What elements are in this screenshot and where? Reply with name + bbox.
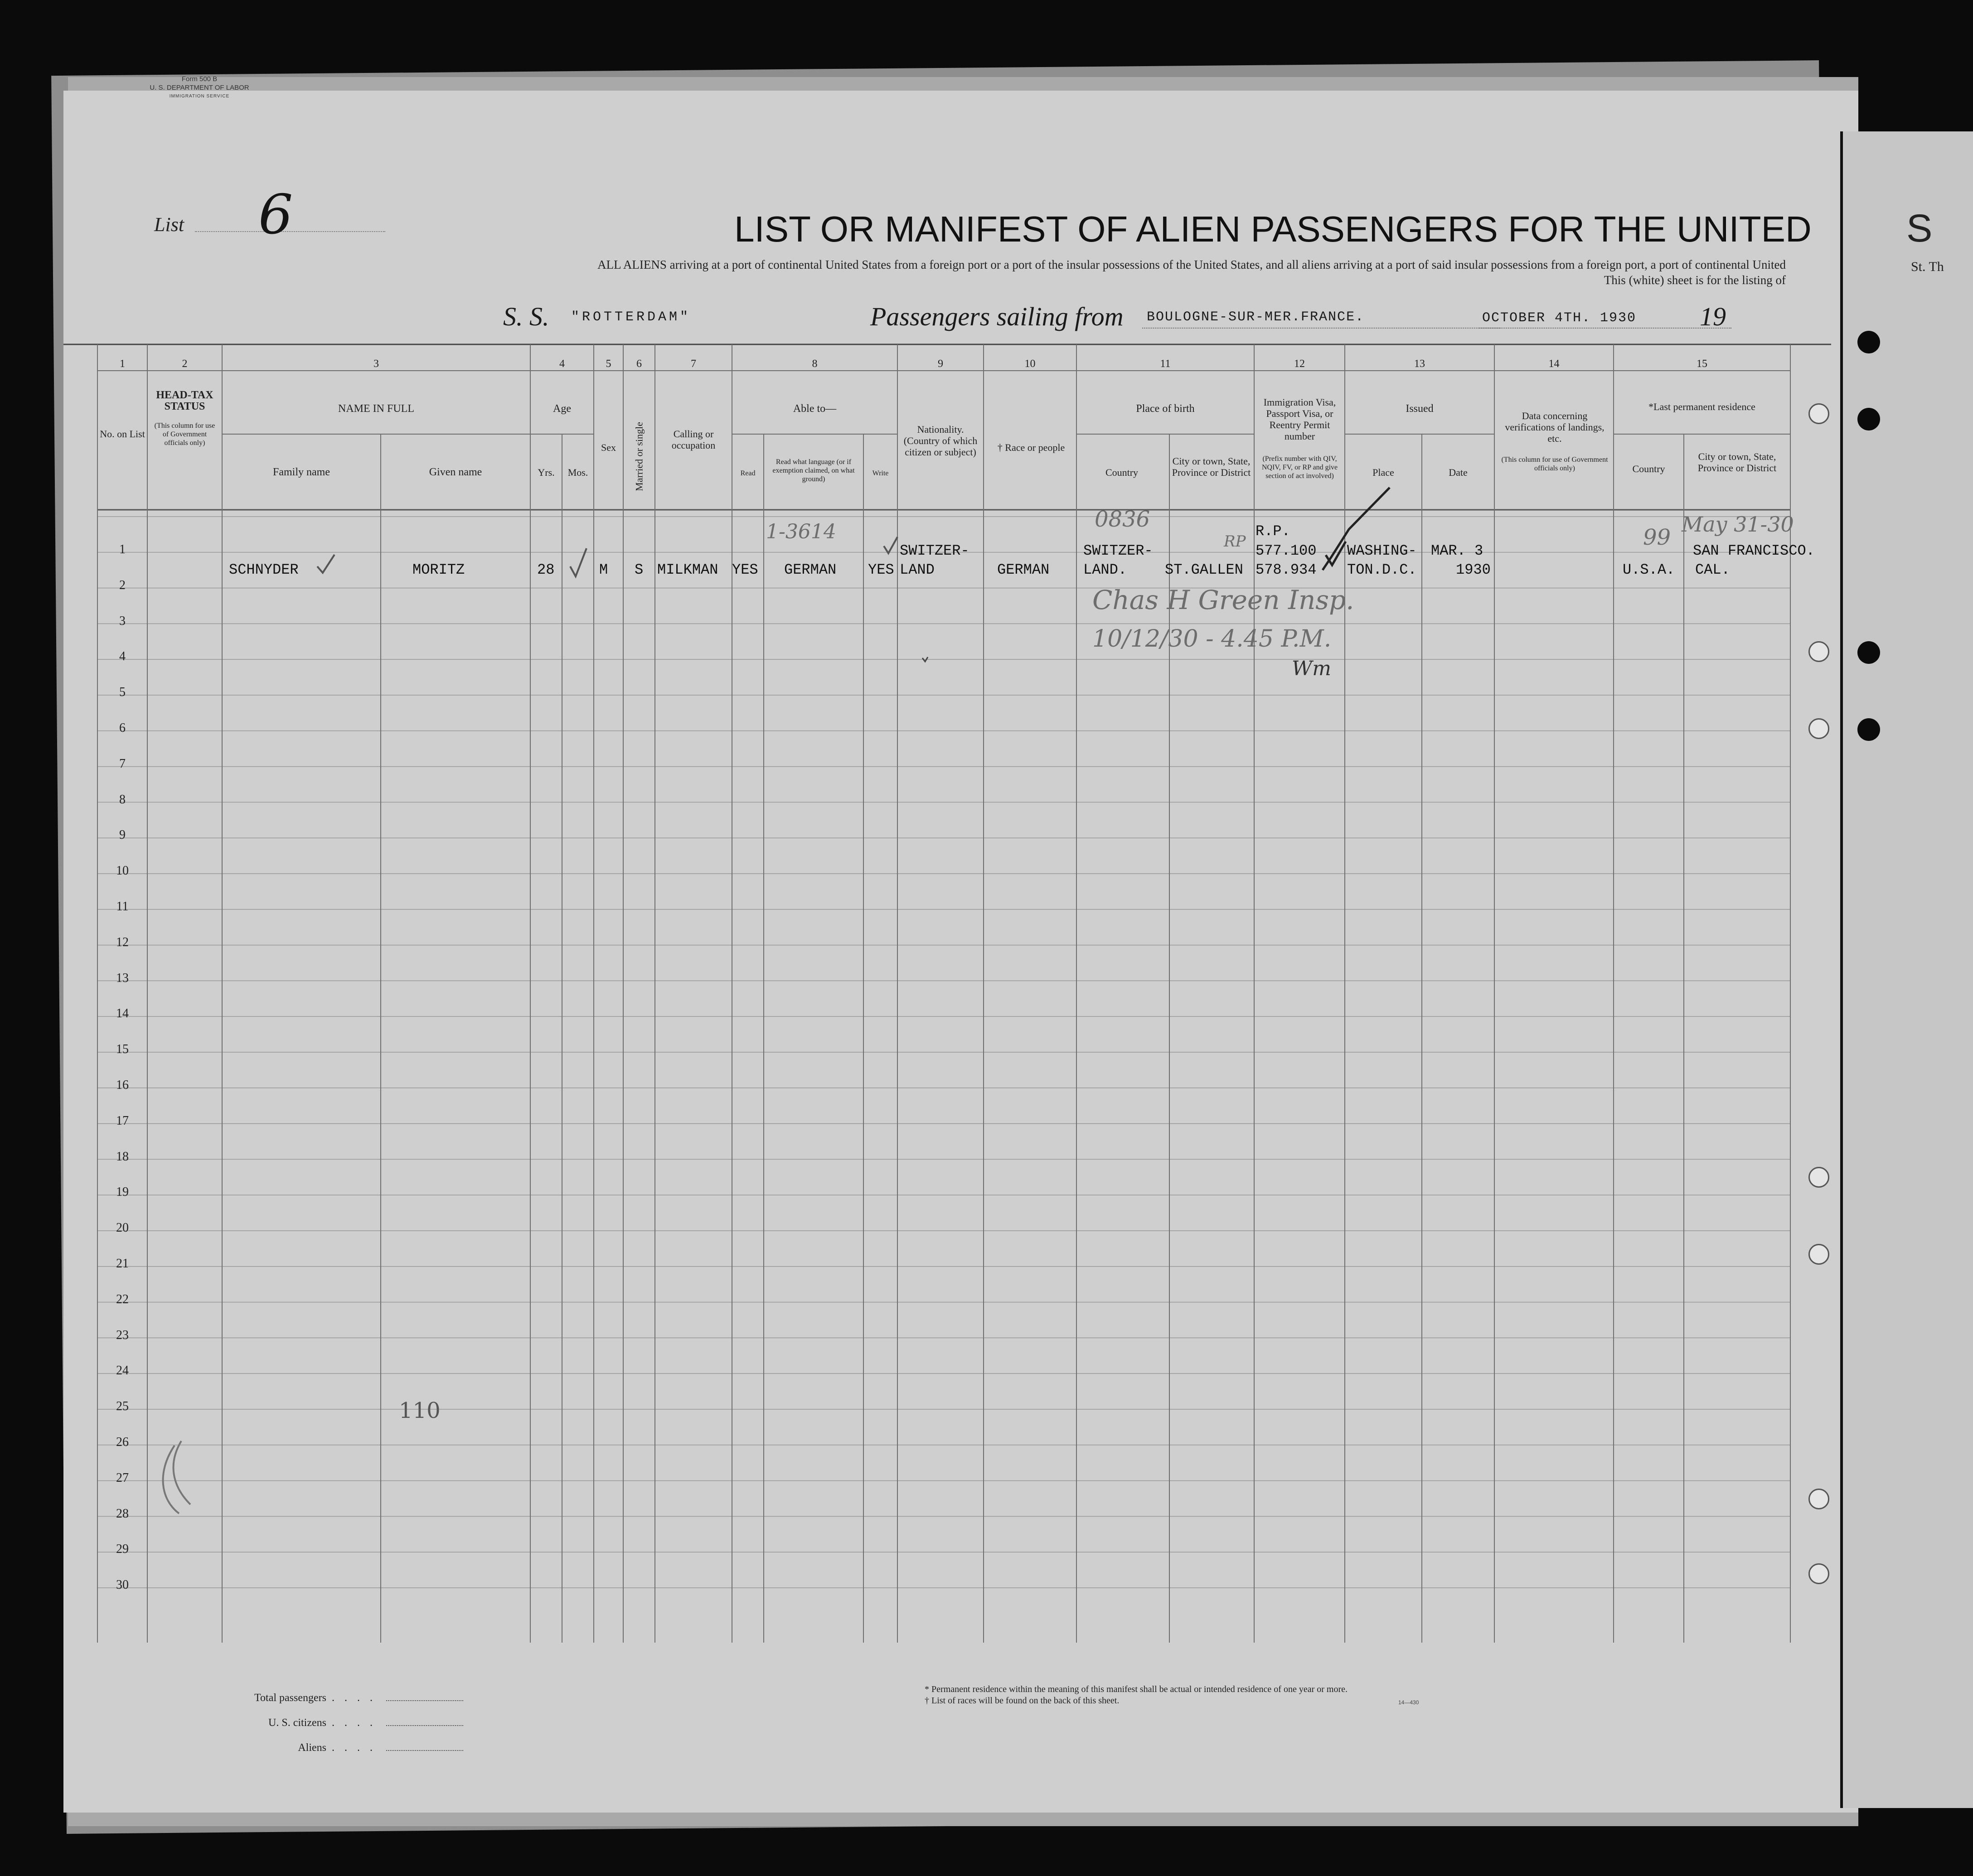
tick-icon xyxy=(922,657,928,662)
header-birth-city: City or town, State, Province or District xyxy=(1172,455,1251,478)
row-number: 19 xyxy=(116,1185,129,1199)
aliens-dots: . . . . xyxy=(332,1742,376,1754)
row-number: 16 xyxy=(116,1078,129,1092)
cell-res-city-1: SAN FRANCISCO. xyxy=(1693,542,1815,559)
row-number: 23 xyxy=(116,1328,129,1342)
next-sheet-peek: S xyxy=(1906,207,1933,250)
col-num-3: 3 xyxy=(373,358,379,370)
row-number: 28 xyxy=(116,1506,129,1521)
header-married: Married or single xyxy=(633,422,645,491)
aliens-label: Aliens xyxy=(298,1742,326,1754)
row-number: 26 xyxy=(116,1435,129,1449)
header-head-tax: HEAD-TAX STATUS xyxy=(156,389,213,412)
row-number: 7 xyxy=(119,756,126,771)
row-number: 6 xyxy=(119,721,126,735)
cell-sex: M xyxy=(599,561,608,578)
cell-issued-date-2: 1930 xyxy=(1456,561,1491,578)
footnote-races: † List of races will be found on the back of this sheet. xyxy=(925,1696,1120,1706)
header-family-name: Family name xyxy=(273,466,330,478)
col-num-15: 15 xyxy=(1697,358,1707,370)
row-number: 18 xyxy=(116,1149,129,1164)
page-title: LIST OR MANIFEST OF ALIEN PASSENGERS FOR THE UNITED xyxy=(734,209,1812,249)
departure-date: OCTOBER 4TH. 1930 xyxy=(1482,310,1637,326)
subtitle-line-1: ALL ALIENS arriving at a port of continental United States from a foreign port or a port of the insular possessions of the United States, and all aliens arriving at a port of said insular possessions from a foreign port, a port of continental United xyxy=(597,258,1786,271)
col-num-6: 6 xyxy=(636,358,642,370)
col-num-8: 8 xyxy=(812,358,818,370)
year-label: 19 xyxy=(1700,302,1726,331)
form-number: Form 500 B xyxy=(181,75,218,83)
header-res-city: City or town, State, Province or District xyxy=(1697,451,1777,474)
col-num-10: 10 xyxy=(1024,358,1036,370)
cell-given-name: MORITZ xyxy=(412,561,465,578)
cell-res-city-2: CAL. xyxy=(1695,561,1730,578)
row-number: 11 xyxy=(116,899,129,914)
handwritten-read-note: 1-3614 xyxy=(766,520,836,543)
list-number: 6 xyxy=(258,184,293,247)
cell-visa-3: 578.934 xyxy=(1256,561,1317,578)
cell-read: YES xyxy=(732,561,758,578)
row-number: 10 xyxy=(116,864,129,878)
header-race: † Race or people xyxy=(997,442,1065,453)
handwritten-initials: Wm xyxy=(1292,657,1331,680)
total-passengers-line xyxy=(386,1691,463,1701)
departure-port: BOULOGNE-SUR-MER.FRANCE. xyxy=(1147,309,1365,325)
subtitle-line-2: This (white) sheet is for the listing of xyxy=(1604,273,1786,287)
header-verifications: Data concerning verifications of landings, etc. xyxy=(1505,410,1605,444)
handwritten-visa-note: RP xyxy=(1224,532,1246,551)
next-sheet-peek-text: St. Th xyxy=(1911,259,1944,274)
header-age: Age xyxy=(553,403,571,415)
row-number: 2 xyxy=(119,578,126,592)
header-no-on-list: No. on List xyxy=(100,428,145,440)
row-number: 12 xyxy=(116,935,129,949)
header-read: Read xyxy=(740,469,756,477)
row-number: 21 xyxy=(116,1257,129,1271)
row-number: 15 xyxy=(116,1042,129,1057)
header-verifications-note: (This column for use of Government officials only) xyxy=(1501,456,1608,472)
row-number: 1 xyxy=(119,542,126,556)
footnotes xyxy=(925,1684,1348,1707)
totals-block xyxy=(240,1686,463,1760)
handwritten-birth-note: 0836 xyxy=(1095,507,1150,532)
total-passengers-dots: . . . . xyxy=(332,1692,376,1704)
ship-name: "ROTTERDAM" xyxy=(571,309,691,325)
header-age-mos: Mos. xyxy=(567,467,588,478)
ss-label: S. S. xyxy=(503,302,549,331)
aliens-line xyxy=(386,1741,463,1751)
us-citizens-line xyxy=(386,1716,463,1726)
cell-write: YES xyxy=(868,561,894,578)
row-number: 5 xyxy=(119,685,126,700)
col-num-2: 2 xyxy=(182,358,188,370)
col-num-4: 4 xyxy=(559,358,565,370)
handwritten-residence-dates: May 31-30 xyxy=(1682,512,1794,537)
list-label: List xyxy=(154,213,184,236)
us-citizens-label: U. S. citizens xyxy=(268,1717,326,1729)
row-number: 9 xyxy=(119,828,126,842)
header-place-of-birth: Place of birth xyxy=(1136,403,1195,415)
col-num-9: 9 xyxy=(938,358,943,370)
check-mark-icon xyxy=(1323,488,1390,570)
department: U. S. DEPARTMENT OF LABOR xyxy=(150,84,249,92)
header-name-in-full: NAME IN FULL xyxy=(338,403,414,415)
handwritten-inspector: Chas H Green Insp. xyxy=(1092,585,1354,615)
row-number: 8 xyxy=(119,792,126,807)
handwritten-inspect-date: 10/12/30 - 4.45 P.M. xyxy=(1092,625,1332,653)
header-res-country: Country xyxy=(1632,463,1665,474)
header-calling: Calling or occupation xyxy=(671,428,716,451)
header-given-name: Given name xyxy=(429,466,482,478)
row-number: 22 xyxy=(116,1292,129,1306)
total-passengers-label: Total passengers xyxy=(254,1692,326,1704)
service: IMMIGRATION SERVICE xyxy=(169,94,230,99)
header-read-language: Read what language (or if exemption claimed, on what ground) xyxy=(772,458,855,483)
footnote-residence: * Permanent residence within the meaning of this manifest shall be actual or intended residence of one year or more. xyxy=(925,1684,1348,1694)
cell-issued-date-1: MAR. 3 xyxy=(1431,542,1483,559)
header-last-residence: *Last permanent residence xyxy=(1648,401,1755,412)
header-age-yrs: Yrs. xyxy=(538,467,555,478)
check-mark-icon xyxy=(570,548,587,576)
header-sex: Sex xyxy=(601,442,616,453)
header-head-tax-note: (This column for use of Government officials only) xyxy=(154,422,215,447)
row-number: 30 xyxy=(116,1578,129,1592)
margin-scribble-icon xyxy=(163,1441,190,1513)
us-citizens-dots: . . . . xyxy=(332,1717,376,1729)
col-num-12: 12 xyxy=(1294,358,1305,370)
header-visa: Immigration Visa, Passport Visa, or Reentry Permit number xyxy=(1263,396,1336,442)
cell-occupation: MILKMAN xyxy=(657,561,718,578)
cell-birth-country-1: SWITZER- xyxy=(1083,542,1153,559)
row-number: 29 xyxy=(116,1542,129,1557)
header-nationality: Nationality. (Country of which citizen or subject) xyxy=(903,424,978,458)
col-num-5: 5 xyxy=(606,358,611,370)
check-mark-icon xyxy=(884,537,897,553)
header-issued: Issued xyxy=(1406,403,1434,415)
form-code: 14—430 xyxy=(1398,1699,1419,1706)
cell-birth-country-2: LAND. xyxy=(1083,561,1127,578)
cell-visa-2: 577.100 xyxy=(1256,542,1317,559)
row-number: 14 xyxy=(116,1006,129,1021)
cell-issued-place-1: WASHING- xyxy=(1347,542,1417,559)
cell-marital: S xyxy=(635,561,644,578)
header-issued-date: Date xyxy=(1449,467,1468,478)
row-number: 25 xyxy=(116,1399,129,1414)
cell-nationality-1: SWITZER- xyxy=(900,542,970,559)
cell-age-yrs: 28 xyxy=(537,561,555,578)
col-num-11: 11 xyxy=(1160,358,1171,370)
col-num-13: 13 xyxy=(1414,358,1425,370)
row-number: 3 xyxy=(119,614,126,628)
header-birth-country: Country xyxy=(1105,467,1139,478)
row-number: 24 xyxy=(116,1363,129,1378)
row-number: 27 xyxy=(116,1470,129,1485)
header-able-to: Able to— xyxy=(793,403,837,415)
handwritten-residence-code: 99 xyxy=(1643,525,1671,550)
row-number: 17 xyxy=(116,1113,129,1128)
header-issued-place: Place xyxy=(1372,467,1394,478)
check-mark-icon xyxy=(317,555,334,573)
header-write: Write xyxy=(872,469,889,477)
cell-nationality-2: LAND xyxy=(900,561,935,578)
cell-res-country: U.S.A. xyxy=(1623,561,1675,578)
row-number: 20 xyxy=(116,1221,129,1235)
handwritten-margin-number: 110 xyxy=(399,1398,441,1423)
col-num-14: 14 xyxy=(1548,358,1560,370)
sailing-label: Passengers sailing from xyxy=(870,302,1124,331)
row-number: 13 xyxy=(116,971,129,985)
row-number: 4 xyxy=(119,649,126,664)
cell-language: GERMAN xyxy=(784,561,837,578)
cell-visa-1: R.P. xyxy=(1256,523,1290,540)
col-num-7: 7 xyxy=(691,358,696,370)
cell-issued-place-2: TON.D.C. xyxy=(1347,561,1417,578)
cell-birth-city: ST.GALLEN xyxy=(1165,561,1243,578)
cell-race: GERMAN xyxy=(997,561,1050,578)
col-num-1: 1 xyxy=(120,358,125,370)
cell-family-name: SCHNYDER xyxy=(229,561,299,578)
header-visa-note: (Prefix number with QIV, NQIV, FV, or RP and give section of act involved) xyxy=(1261,455,1338,480)
